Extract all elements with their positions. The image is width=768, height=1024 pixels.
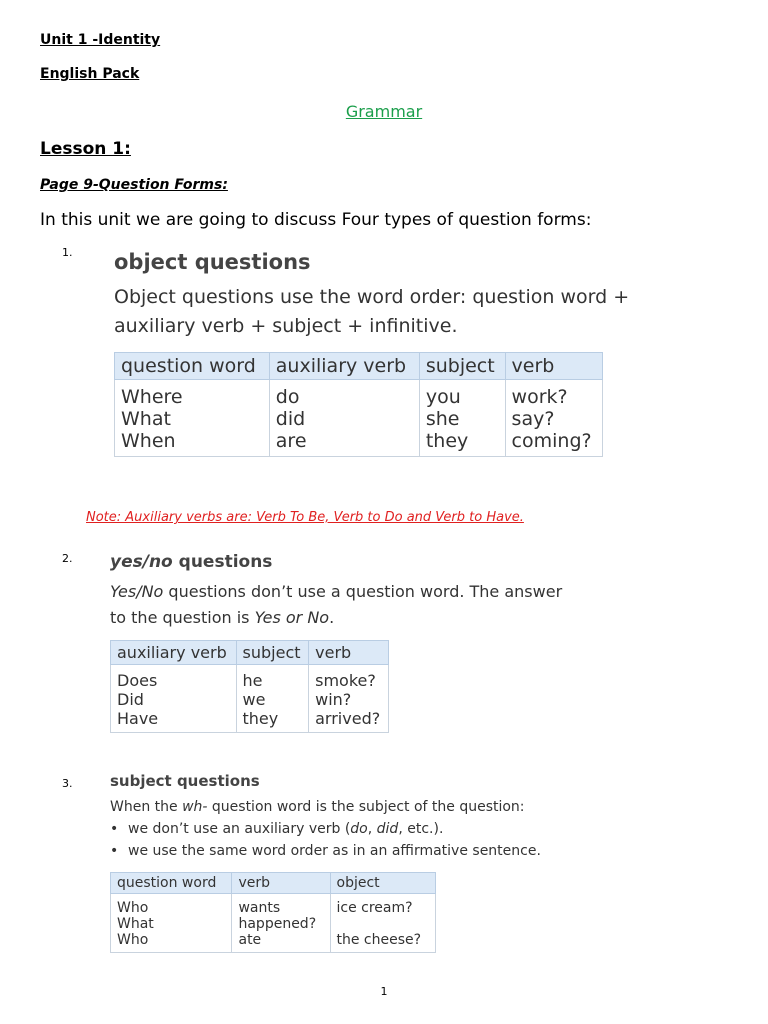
- auxiliary-verbs-note: Note: Auxiliary verbs are: Verb To Be, Verb to Do and Verb to Have.: [86, 510, 524, 525]
- table-cell: do: [269, 380, 419, 409]
- table-cell: When: [115, 430, 270, 457]
- subject-questions-text: [110, 796, 541, 862]
- pack-title: English Pack: [40, 66, 140, 82]
- table-cell: ate: [232, 932, 330, 953]
- table-header: verb: [505, 353, 602, 380]
- table-cell: Does: [111, 665, 237, 691]
- table-row: [111, 916, 436, 932]
- table-cell: he: [236, 665, 309, 691]
- object-questions-table: [114, 352, 603, 457]
- section-title: Grammar: [345, 102, 423, 121]
- list-number-3: 3.: [62, 777, 73, 790]
- table-header: subject: [236, 641, 309, 665]
- table-cell: did: [269, 408, 419, 430]
- table-cell: Who: [111, 894, 232, 917]
- table-cell: we: [236, 690, 309, 709]
- list-item: [110, 840, 541, 862]
- yes-no-answer-italic: Yes or No: [254, 608, 330, 627]
- subject-questions-bullets: [110, 818, 541, 862]
- table-row: [111, 665, 389, 691]
- table-cell: work?: [505, 380, 602, 409]
- yes-no-heading-rest: questions: [172, 552, 273, 572]
- lesson-title: Lesson 1:: [40, 139, 131, 159]
- yes-no-heading-italic: yes/no: [110, 552, 173, 572]
- object-questions-text: Object questions use the word order: question word + auxiliary verb + subject + infinitive.: [114, 286, 630, 337]
- list-item: [110, 818, 541, 840]
- table-row: [111, 690, 389, 709]
- table-header: verb: [309, 641, 389, 665]
- subject-questions-heading: subject questions: [110, 772, 260, 790]
- table-cell: What: [115, 408, 270, 430]
- unit-title: Unit 1 -Identity: [40, 32, 161, 48]
- table-cell: Where: [115, 380, 270, 409]
- yes-no-text-line-1: [110, 579, 562, 605]
- table-row: [111, 894, 436, 917]
- bullet-text-part: , etc.).: [398, 821, 444, 837]
- yes-no-text-line-2: [110, 605, 562, 631]
- yes-no-questions-text: [110, 579, 562, 631]
- table-cell: are: [269, 430, 419, 457]
- list-number-2: 2.: [62, 552, 73, 565]
- table-cell: happened?: [232, 916, 330, 932]
- table-header: verb: [232, 873, 330, 894]
- table-row: [115, 430, 603, 457]
- table-header: subject: [419, 353, 505, 380]
- subject-questions-table: [110, 872, 436, 953]
- table-row: [115, 408, 603, 430]
- yes-no-italic: Yes/No: [110, 582, 164, 601]
- table-cell: you: [419, 380, 505, 409]
- table-cell: arrived?: [309, 709, 389, 733]
- table-row: [115, 380, 603, 409]
- table-header: question word: [115, 353, 270, 380]
- bullet-italic: do: [350, 821, 368, 837]
- table-row: [111, 709, 389, 733]
- table-cell: coming?: [505, 430, 602, 457]
- page-number: 1: [380, 985, 388, 998]
- yes-no-text-part: .: [329, 608, 335, 627]
- table-header: question word: [111, 873, 232, 894]
- table-header-row: [111, 641, 389, 665]
- table-cell: Did: [111, 690, 237, 709]
- table-cell: she: [419, 408, 505, 430]
- table-cell: they: [236, 709, 309, 733]
- table-header-row: [115, 353, 603, 380]
- table-cell: ice cream?: [330, 894, 436, 917]
- table-cell: What: [111, 916, 232, 932]
- table-cell: the cheese?: [330, 932, 436, 953]
- bullet-text-part: we don’t use an auxiliary verb (: [128, 821, 351, 837]
- table-cell: say?: [505, 408, 602, 430]
- subject-text-part: question word is the subject of the question:: [207, 799, 525, 815]
- bullet-text-part: ,: [367, 821, 377, 837]
- subject-text-italic: wh-: [182, 799, 208, 815]
- subject-text-part: When the: [110, 799, 183, 815]
- table-header: auxiliary verb: [269, 353, 419, 380]
- bullet-text-part: we use the same word order as in an affirmative sentence.: [128, 843, 541, 859]
- table-cell: smoke?: [309, 665, 389, 691]
- yes-no-text-part: to the question is: [110, 608, 255, 627]
- yes-no-questions-heading: [110, 552, 272, 572]
- table-cell: they: [419, 430, 505, 457]
- table-cell: Have: [111, 709, 237, 733]
- yes-no-text-part: questions don’t use a question word. The answer: [163, 582, 563, 601]
- intro-text: In this unit we are going to discuss Four types of question forms:: [40, 210, 592, 230]
- object-questions-heading: object questions: [114, 250, 311, 274]
- table-cell: [330, 916, 436, 932]
- table-cell: wants: [232, 894, 330, 917]
- table-row: [111, 932, 436, 953]
- yes-no-questions-table: [110, 640, 389, 733]
- table-header: auxiliary verb: [111, 641, 237, 665]
- list-number-1: 1.: [62, 246, 73, 259]
- table-header: object: [330, 873, 436, 894]
- subject-questions-intro: [110, 796, 541, 818]
- table-cell: Who: [111, 932, 232, 953]
- table-header-row: [111, 873, 436, 894]
- page-reference: Page 9-Question Forms:: [40, 177, 228, 193]
- table-cell: win?: [309, 690, 389, 709]
- bullet-italic: did: [376, 821, 399, 837]
